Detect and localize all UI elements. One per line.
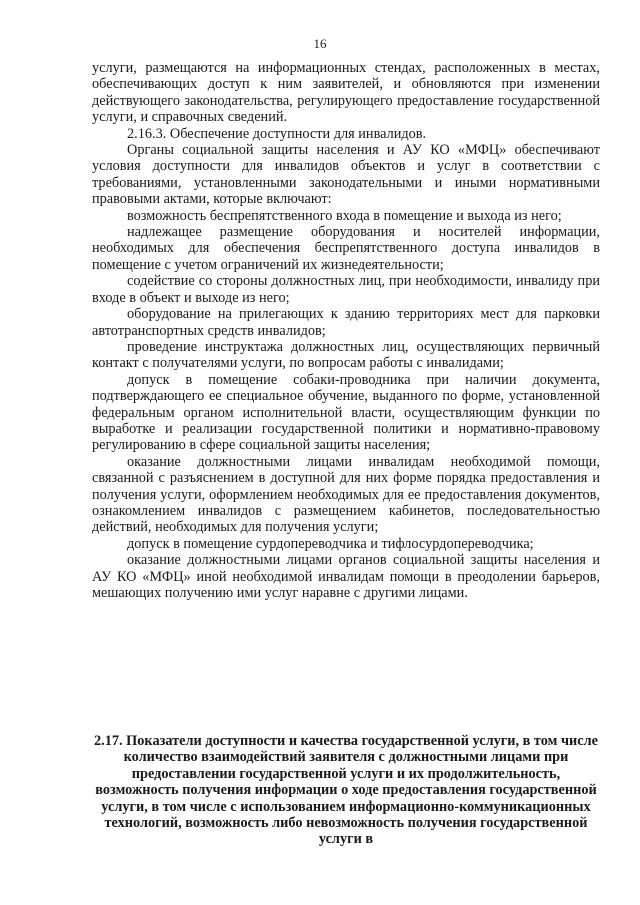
list-item: оборудование на прилегающих к зданию территориях мест для парковки автотранспортных средств инвалидов; [92,306,600,339]
list-item: оказание должностными лицами органов социальной защиты населения и АУ КО «МФЦ» иной необходимой инвалидам помощи в преодолении барьеров, мешающих получению ими услуг наравне с другими лицами. [92,552,600,601]
list-item: оказание должностными лицами инвалидам необходимой помощи, связанной с разъяснением в доступной для них форме порядка предоставления и получения услуги, оформлением необходимых для ее предоставления документов, ознакомлением инвалидов с размещением кабинетов, последовательностью действий, необходимых для получения услуги; [92,453,600,536]
list-item: возможность беспрепятственного входа в помещение и выхода из него; [127,207,562,224]
list-item: допуск в помещение собаки-проводника при наличии документа, подтверждающего ее специальное обучение, выданного по форме, установленной федеральным органом исполнительной власти, осуществляющим функции по выработке и реализации государственной политики и нормативно-правовому регулированию в сфере социальной защиты населения; [92,371,600,454]
paragraph: 2.16.3. Обеспечение доступности для инвалидов. [127,125,427,142]
list-item: проведение инструктажа должностных лиц, осуществляющих первичный контакт с получателями услуги, по вопросам работы с инвалидами; [92,338,600,372]
section-heading: 2.17. Показатели доступности и качества государственной услуги, в том числе количество взаимодействий заявителя с должностными лицами при предоставлении государственной услуги и их продолжительность, возможность получения информации о ходе предоставления государственной услуги, в том числе с использованием информационно-коммуникационных технологий, возможность либо невозможность получения государственной услуги в [94,733,598,848]
list-item: допуск в помещение сурдопереводчика и тифлосурдопереводчика; [127,535,534,552]
list-item: содействие со стороны должностных лиц, при необходимости, инвалиду при входе в объект и выходе из него; [92,273,600,306]
body-text [92,60,600,601]
page-number: 16 [313,36,327,51]
paragraph: Органы социальной защиты населения и АУ КО «МФЦ» обеспечивают условия доступности для инвалидов объектов и услуг в соответствии с требованиями, установленными законодательными и иными нормативными правовыми актами, которые включают: [92,142,600,208]
list-item: надлежащее размещение оборудования и носителей информации, необходимых для обеспечения беспрепятственного доступа инвалидов в помещение с учетом ограничений их жизнедеятельности; [92,224,600,273]
paragraph: услуги, размещаются на информационных стендах, расположенных в местах, обеспечивающих доступ к ним заявителей, и обновляются при изменении действующего законодательства, регулирующего предоставление государственной услуги, и справочных сведений. [92,60,600,126]
